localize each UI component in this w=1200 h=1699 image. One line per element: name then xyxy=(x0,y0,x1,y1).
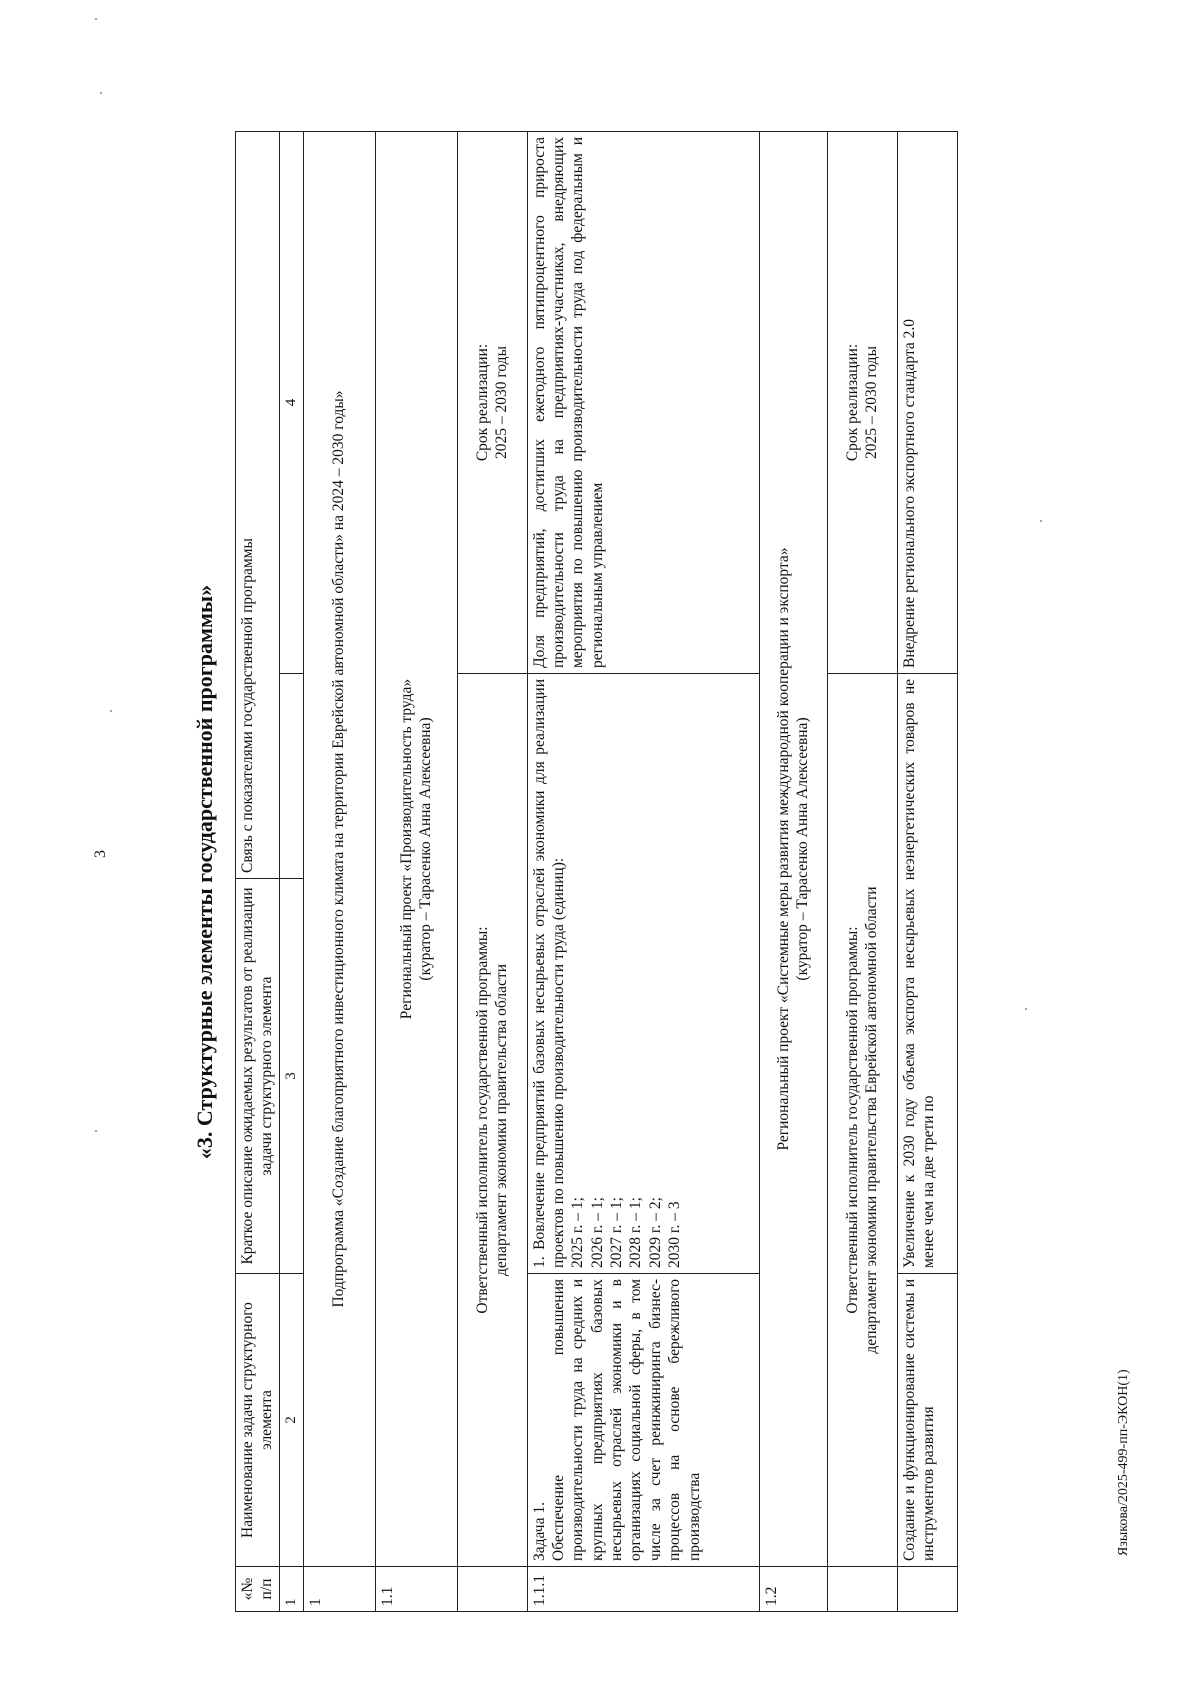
column-number-1: 1 xyxy=(279,1567,303,1612)
header-task: Наименование задачи структурного элемента xyxy=(236,1274,280,1567)
last-row-task: Создание и функционирование системы и инструментов развития xyxy=(897,1274,957,1567)
subprogram-row xyxy=(303,131,375,1611)
column-number-2: 2 xyxy=(279,1274,303,1567)
column-number-row xyxy=(279,131,303,1611)
term-label: Срок реализации: xyxy=(473,343,491,462)
page-number: 3 xyxy=(92,850,109,858)
task-indicator-link: Доля предприятий, достигших ежегодного пятипроцентного прироста производительности труда на предприятиях-участниках, внедряющих мероприятия по повышению производительности труда под федеральным и региональным управлением xyxy=(527,131,759,673)
yearly-value: 2029 г. – 2; xyxy=(646,1197,664,1268)
yearly-value: 2026 г. – 1; xyxy=(588,1197,606,1268)
task-row xyxy=(527,131,759,1611)
rotated-page-content xyxy=(175,132,1083,1612)
executor-label: Ответственный исполнитель государственной программы: xyxy=(843,926,861,1314)
scan-speck xyxy=(100,92,102,94)
subprogram-num: 1 xyxy=(303,1567,375,1612)
header-description: Краткое описание ожидаемых результатов от реализации задачи структурного элемента xyxy=(236,879,280,1274)
header-link: Связь с показателями государственной программы xyxy=(236,131,280,878)
yearly-value: 2028 г. – 1; xyxy=(627,1197,645,1268)
table-header-row xyxy=(236,131,280,1611)
executor-name: департамент экономики правительства Еврейской автономной области xyxy=(863,886,880,1354)
scan-speck xyxy=(110,710,112,712)
project-title: Региональный проект «Системные меры развития международной кооперации и экспорта» xyxy=(774,547,792,1151)
executor-name: департамент экономики правительства области xyxy=(493,964,510,1276)
yearly-value: 2027 г. – 1; xyxy=(608,1197,625,1268)
scan-speck xyxy=(95,18,97,20)
project-title: Региональный проект «Производительность труда» xyxy=(397,678,415,1020)
project-num: 1.1 xyxy=(375,1567,457,1612)
task-num: 1.1.1 xyxy=(527,1567,759,1612)
subprogram-title: Подпрограмма «Создание благоприятного инвестиционного климата на территории Еврейской автономной области» на 2024 – 2030 годы» xyxy=(303,131,375,1566)
executor-label: Ответственный исполнитель государственной программы: xyxy=(473,926,491,1314)
term-value: 2025 – 2030 годы xyxy=(863,346,880,459)
document-code: Языкова/2025-499-пп-ЭКОН(1) xyxy=(1116,1369,1131,1556)
yearly-value: 2030 г. – 3 xyxy=(666,1201,684,1268)
column-number-3: 3 xyxy=(279,879,303,1274)
project-row xyxy=(375,131,457,1611)
executor-row xyxy=(827,131,897,1611)
project-num: 1.2 xyxy=(759,1567,827,1612)
last-row-link: Внедрение регионального экспортного стандарта 2.0 xyxy=(897,131,957,673)
project-curator: (куратор – Тарасенко Анна Алексеевна) xyxy=(794,717,811,981)
project-row xyxy=(759,131,827,1611)
last-row-description: Увеличение к 2030 году объема экспорта несырьевых неэнергетических товаров не менее чем на две трети по xyxy=(897,674,957,1274)
task-label: Задача 1. xyxy=(530,1502,548,1561)
header-num: «№ п/п xyxy=(236,1567,280,1612)
executor-row xyxy=(457,131,527,1611)
term-value: 2025 – 2030 годы xyxy=(493,346,510,459)
table-row xyxy=(897,131,957,1611)
project-curator: (куратор – Тарасенко Анна Алексеевна) xyxy=(417,717,434,981)
task-description-intro: 1. Вовлечение предприятий базовых несырьевых отраслей экономики для реализации проектов по повышению производительности труда (единиц): xyxy=(530,679,567,1268)
yearly-value: 2025 г. – 1; xyxy=(569,1197,587,1268)
task-text: Обеспечение повышения производительности труда на средних и крупных предприятиях базовых несырьевых отраслей экономики и в организациях социальной сферы, в том числе за счет реинжиниринга бизнес-процессов на основе бережливого производства xyxy=(549,1279,703,1561)
structural-elements-table xyxy=(235,131,958,1612)
section-title: «3. Структурные элементы государственной программы» xyxy=(192,584,217,1160)
column-number-4: 4 xyxy=(279,131,303,673)
term-label: Срок реализации: xyxy=(843,343,861,462)
scan-speck xyxy=(95,1130,97,1132)
